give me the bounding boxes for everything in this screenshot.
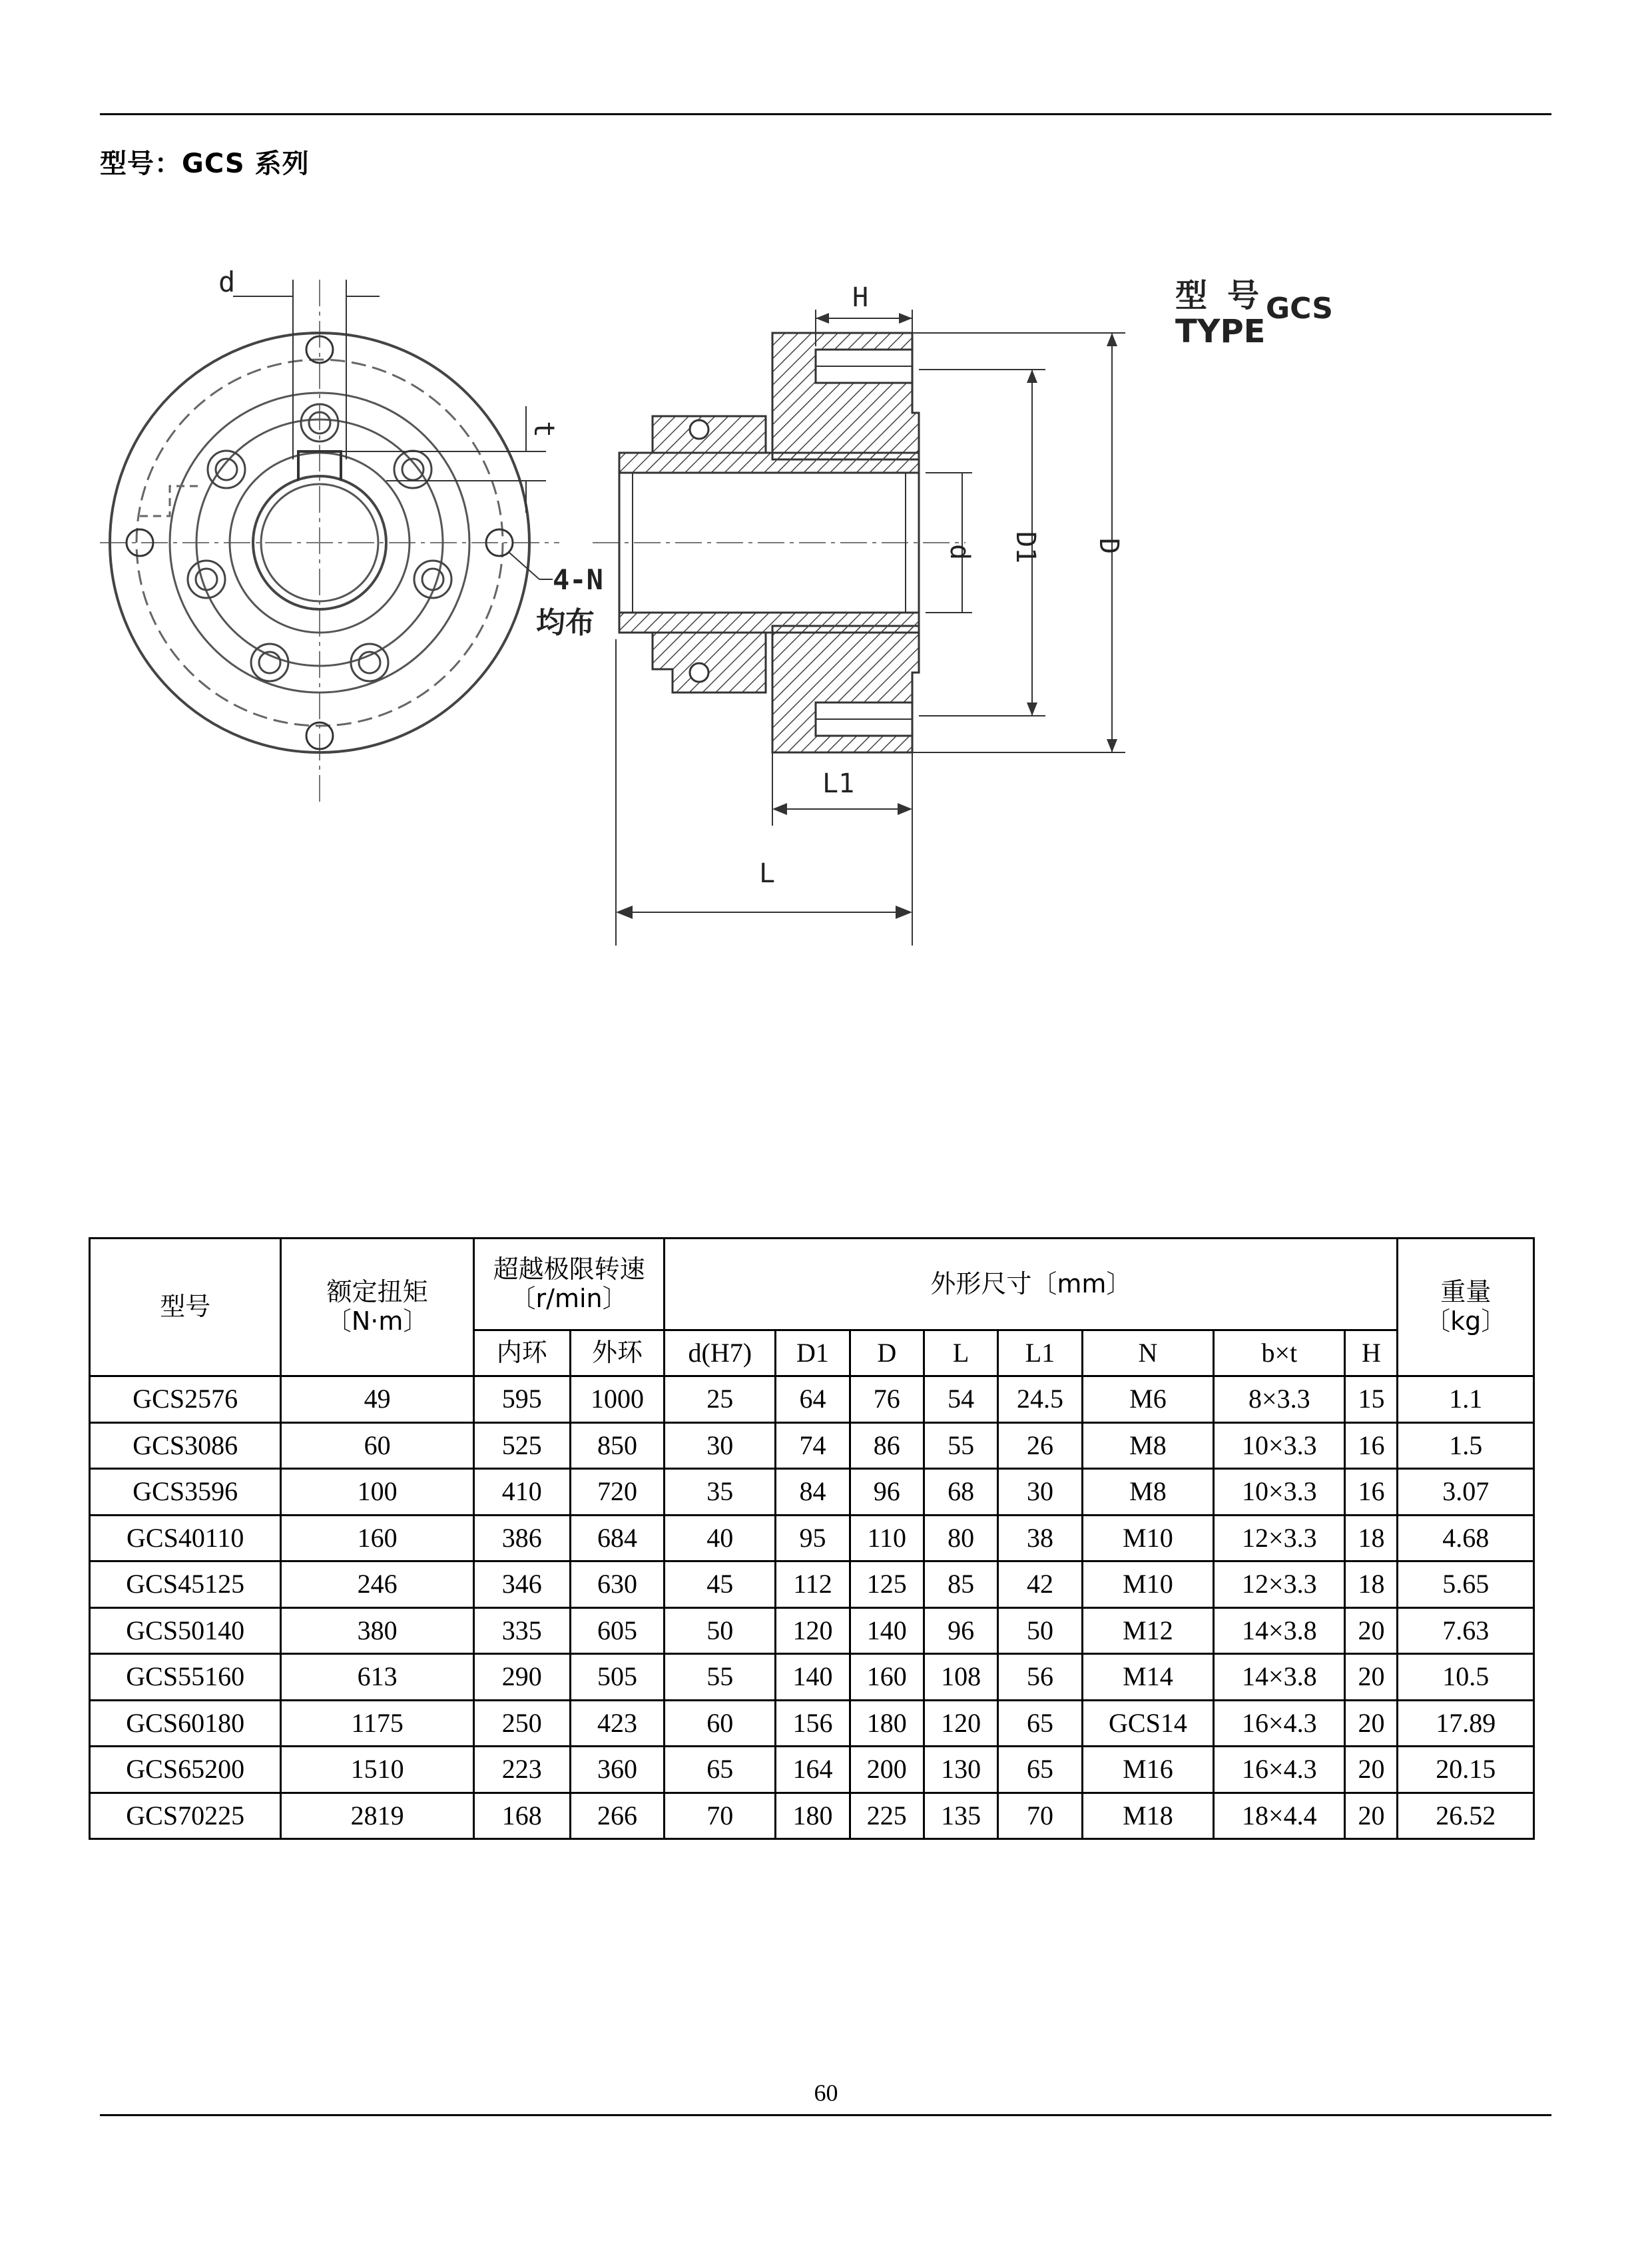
- table-cell: 225: [850, 1793, 924, 1839]
- table-row: [90, 1376, 1534, 1423]
- header-weight-label: 重量: [1440, 1277, 1492, 1307]
- table-cell: GCS65200: [90, 1747, 281, 1793]
- table-cell: 246: [281, 1561, 473, 1608]
- table-cell: 250: [473, 1700, 570, 1747]
- table-cell: 8×3.3: [1214, 1376, 1345, 1423]
- table-row: [90, 1654, 1534, 1701]
- table-cell: 30: [998, 1469, 1083, 1516]
- table-cell: 65: [665, 1747, 776, 1793]
- table-cell: 24.5: [998, 1376, 1083, 1423]
- table-cell: 18: [1345, 1561, 1398, 1608]
- header-torque-label: 额定扭矩: [326, 1277, 428, 1307]
- table-cell: GCS70225: [90, 1793, 281, 1839]
- table-cell: 20: [1345, 1654, 1398, 1701]
- dim-H-label: H: [852, 282, 869, 313]
- table-cell: 16: [1345, 1469, 1398, 1516]
- header-inner: 内环: [473, 1330, 570, 1376]
- header-torque: [281, 1239, 473, 1376]
- table-cell: 26.52: [1398, 1793, 1534, 1839]
- table-row: [90, 1700, 1534, 1747]
- table-cell: 1510: [281, 1747, 473, 1793]
- table-cell: 85: [924, 1561, 997, 1608]
- table-cell: 684: [570, 1515, 665, 1561]
- header-model: 型号: [90, 1239, 281, 1376]
- table-cell: 56: [998, 1654, 1083, 1701]
- table-row: [90, 1515, 1534, 1561]
- table-cell: 130: [924, 1747, 997, 1793]
- table-cell: 55: [665, 1654, 776, 1701]
- table-row: [90, 1607, 1534, 1654]
- table-cell: 290: [473, 1654, 570, 1701]
- table-cell: 223: [473, 1747, 570, 1793]
- table-cell: 96: [924, 1607, 997, 1654]
- table-cell: 4.68: [1398, 1515, 1534, 1561]
- table-cell: 96: [850, 1469, 924, 1516]
- header-torque-unit: 〔N·m〕: [326, 1306, 429, 1336]
- table-cell: 45: [665, 1561, 776, 1608]
- header-outer: 外环: [570, 1330, 665, 1376]
- table-cell: 200: [850, 1747, 924, 1793]
- table-cell: 40: [665, 1515, 776, 1561]
- table-cell: 26: [998, 1422, 1083, 1469]
- header-D: D: [850, 1330, 924, 1376]
- table-cell: 25: [665, 1376, 776, 1423]
- table-cell: 160: [281, 1515, 473, 1561]
- header-speed-label: 超越极限转速: [493, 1254, 645, 1284]
- table-cell: 38: [998, 1515, 1083, 1561]
- table-cell: 630: [570, 1561, 665, 1608]
- table-cell: 125: [850, 1561, 924, 1608]
- dim-d-label: d: [218, 266, 236, 298]
- table-cell: 1.5: [1398, 1422, 1534, 1469]
- table-cell: GCS14: [1082, 1700, 1213, 1747]
- table-cell: 50: [998, 1607, 1083, 1654]
- table-cell: 525: [473, 1422, 570, 1469]
- table-cell: M8: [1082, 1469, 1213, 1516]
- header-H: H: [1345, 1330, 1398, 1376]
- table-cell: 20: [1345, 1700, 1398, 1747]
- table-cell: 7.63: [1398, 1607, 1534, 1654]
- table-cell: 20: [1345, 1747, 1398, 1793]
- header-L1: L1: [998, 1330, 1083, 1376]
- table-cell: M18: [1082, 1793, 1213, 1839]
- dim-L1-label: L1: [822, 768, 855, 799]
- table-cell: M10: [1082, 1561, 1213, 1608]
- table-cell: 20.15: [1398, 1747, 1534, 1793]
- table-cell: GCS60180: [90, 1700, 281, 1747]
- table-cell: GCS3086: [90, 1422, 281, 1469]
- table-cell: 135: [924, 1793, 997, 1839]
- table-row: [90, 1747, 1534, 1793]
- table-cell: GCS3596: [90, 1469, 281, 1516]
- table-cell: 720: [570, 1469, 665, 1516]
- table-cell: 386: [473, 1515, 570, 1561]
- table-cell: 605: [570, 1607, 665, 1654]
- header-D1: D1: [776, 1330, 850, 1376]
- table-cell: 180: [776, 1793, 850, 1839]
- table-row: [90, 1422, 1534, 1469]
- table-cell: 410: [473, 1469, 570, 1516]
- table-cell: 80: [924, 1515, 997, 1561]
- type-label: [1175, 270, 1333, 350]
- holes-label: 4-N: [553, 563, 603, 596]
- table-cell: 850: [570, 1422, 665, 1469]
- table-cell: 30: [665, 1422, 776, 1469]
- table-cell: GCS2576: [90, 1376, 281, 1423]
- table-cell: 140: [850, 1607, 924, 1654]
- table-cell: 595: [473, 1376, 570, 1423]
- spec-table-body: [90, 1376, 1534, 1839]
- table-cell: 55: [924, 1422, 997, 1469]
- table-cell: 140: [776, 1654, 850, 1701]
- table-cell: 1175: [281, 1700, 473, 1747]
- table-cell: 380: [281, 1607, 473, 1654]
- header-speed-unit: 〔r/min〕: [510, 1283, 628, 1313]
- table-cell: 70: [665, 1793, 776, 1839]
- technical-drawing: [100, 240, 1365, 985]
- table-cell: GCS40110: [90, 1515, 281, 1561]
- table-cell: M10: [1082, 1515, 1213, 1561]
- dim-L-label: L: [759, 858, 776, 889]
- header-weight-unit: 〔kg〕: [1425, 1306, 1507, 1336]
- table-cell: 74: [776, 1422, 850, 1469]
- table-cell: 100: [281, 1469, 473, 1516]
- header-bt: b×t: [1214, 1330, 1345, 1376]
- table-cell: 360: [570, 1747, 665, 1793]
- table-cell: 613: [281, 1654, 473, 1701]
- table-cell: 3.07: [1398, 1469, 1534, 1516]
- table-cell: 5.65: [1398, 1561, 1534, 1608]
- page-number: 60: [814, 2080, 838, 2106]
- table-cell: 18×4.4: [1214, 1793, 1345, 1839]
- type-label-model: GCS: [1266, 292, 1333, 326]
- holes-note-label: 均布: [536, 606, 595, 640]
- table-cell: 120: [924, 1700, 997, 1747]
- table-cell: 65: [998, 1700, 1083, 1747]
- table-cell: 12×3.3: [1214, 1515, 1345, 1561]
- dim-D1-label: D1: [1010, 531, 1041, 564]
- table-cell: 110: [850, 1515, 924, 1561]
- bottom-rule: [100, 2114, 1551, 2116]
- table-row: [90, 1793, 1534, 1839]
- table-cell: 14×3.8: [1214, 1654, 1345, 1701]
- table-cell: 42: [998, 1561, 1083, 1608]
- table-cell: 164: [776, 1747, 850, 1793]
- table-cell: 16: [1345, 1422, 1398, 1469]
- table-cell: 95: [776, 1515, 850, 1561]
- table-cell: 68: [924, 1469, 997, 1516]
- table-cell: 266: [570, 1793, 665, 1839]
- header-L: L: [924, 1330, 997, 1376]
- table-cell: GCS50140: [90, 1607, 281, 1654]
- type-label-en: TYPE: [1175, 313, 1266, 350]
- table-cell: 35: [665, 1469, 776, 1516]
- table-cell: GCS45125: [90, 1561, 281, 1608]
- table-cell: 335: [473, 1607, 570, 1654]
- table-cell: 49: [281, 1376, 473, 1423]
- type-label-zh: 型号: [1175, 277, 1280, 314]
- table-cell: M16: [1082, 1747, 1213, 1793]
- header-d: d(H7): [665, 1330, 776, 1376]
- table-cell: 12×3.3: [1214, 1561, 1345, 1608]
- table-cell: 2819: [281, 1793, 473, 1839]
- top-rule: [100, 113, 1551, 115]
- dim-D-label: D: [1093, 538, 1124, 555]
- table-cell: 16×4.3: [1214, 1700, 1345, 1747]
- dim-t-label: t: [528, 421, 561, 438]
- series-title: 型号：GCS 系列: [100, 148, 310, 179]
- table-cell: 20: [1345, 1793, 1398, 1839]
- table-cell: 180: [850, 1700, 924, 1747]
- table-cell: 76: [850, 1376, 924, 1423]
- table-cell: 50: [665, 1607, 776, 1654]
- table-cell: 108: [924, 1654, 997, 1701]
- table-cell: M12: [1082, 1607, 1213, 1654]
- section-view: [593, 310, 1125, 946]
- table-cell: 423: [570, 1700, 665, 1747]
- table-cell: 156: [776, 1700, 850, 1747]
- header-speed: [473, 1239, 664, 1330]
- table-cell: M6: [1082, 1376, 1213, 1423]
- table-cell: 10×3.3: [1214, 1422, 1345, 1469]
- table-cell: 1000: [570, 1376, 665, 1423]
- table-cell: 60: [281, 1422, 473, 1469]
- header-dims: 外形尺寸〔mm〕: [665, 1239, 1398, 1330]
- table-cell: 1.1: [1398, 1376, 1534, 1423]
- table-cell: 168: [473, 1793, 570, 1839]
- table-cell: 86: [850, 1422, 924, 1469]
- table-cell: 60: [665, 1700, 776, 1747]
- table-cell: 15: [1345, 1376, 1398, 1423]
- header-N: N: [1082, 1330, 1213, 1376]
- table-cell: 20: [1345, 1607, 1398, 1654]
- table-cell: 120: [776, 1607, 850, 1654]
- table-cell: 160: [850, 1654, 924, 1701]
- header-weight: [1398, 1239, 1534, 1376]
- dim-d2-label: d: [944, 544, 975, 561]
- table-cell: 17.89: [1398, 1700, 1534, 1747]
- table-cell: 54: [924, 1376, 997, 1423]
- table-cell: 112: [776, 1561, 850, 1608]
- table-cell: M14: [1082, 1654, 1213, 1701]
- spec-table: [89, 1237, 1535, 1840]
- table-cell: 14×3.8: [1214, 1607, 1345, 1654]
- table-cell: GCS55160: [90, 1654, 281, 1701]
- table-cell: 70: [998, 1793, 1083, 1839]
- table-cell: 64: [776, 1376, 850, 1423]
- table-row: [90, 1561, 1534, 1608]
- table-cell: 346: [473, 1561, 570, 1608]
- table-cell: 10×3.3: [1214, 1469, 1345, 1516]
- table-cell: 505: [570, 1654, 665, 1701]
- table-row: [90, 1469, 1534, 1516]
- table-cell: 84: [776, 1469, 850, 1516]
- front-view: [100, 280, 559, 806]
- table-cell: 10.5: [1398, 1654, 1534, 1701]
- table-cell: 16×4.3: [1214, 1747, 1345, 1793]
- table-cell: 18: [1345, 1515, 1398, 1561]
- table-cell: M8: [1082, 1422, 1213, 1469]
- table-cell: 65: [998, 1747, 1083, 1793]
